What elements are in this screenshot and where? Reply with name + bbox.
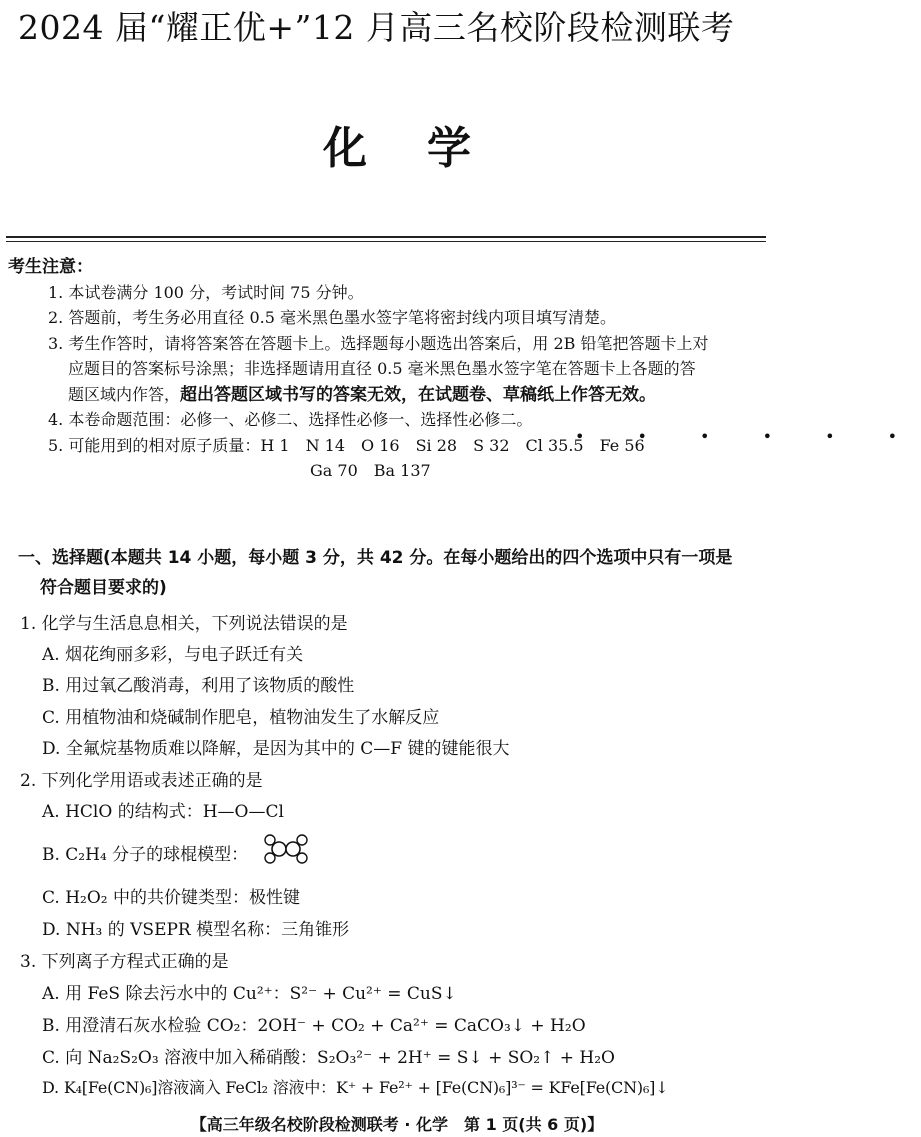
notice-item-3-cont2 [68,380,656,405]
question-3-option-b: B. 用澄清石灰水检验 CO₂：2OH⁻ + CO₂ + Ca²⁺ = CaCO₃↓ + H₂O [42,1016,586,1036]
emphasis-dots: • • • • • • [575,427,921,446]
question-1-option-d: D. 全氟烷基物质难以降解，是因为其中的 C—F 键的键能很大 [42,739,510,759]
exam-title: 2024 届“耀正优+”12 月高三名校阶段检测联考 [18,8,735,47]
page-footer: 【高三年级名校阶段检测联考 · 化学 第 1 页(共 6 页)】 [190,1115,604,1134]
question-1-stem: 1. 化学与生活息息相关，下列说法错误的是 [20,614,348,634]
section-heading-cont: 符合题目要求的) [40,578,167,598]
notice-item-5: 5. 可能用到的相对原子质量：H 1 N 14 O 16 Si 28 S 32 Cl 35.5 Fe 56 [48,436,645,455]
question-2-option-c: C. H₂O₂ 中的共价键类型：极性键 [42,888,301,908]
question-1-option-b: B. 用过氧乙酸消毒，利用了该物质的酸性 [42,676,355,696]
question-1-option-a: A. 烟花绚丽多彩，与电子跃迁有关 [42,645,304,665]
notice-item-4: 4. 本卷命题范围：必修一、必修二、选择性必修一、选择性必修二。 [48,410,533,429]
notice-item-2: 2. 答题前，考生务必用直径 0.5 毫米黑色墨水签字笔将密封线内项目填写清楚。 [48,308,616,327]
notice-item-3: 3. 考生作答时，请将答案答在答题卡上。选择题每小题选出答案后，用 2B 铅笔把答题卡上对 [48,334,709,353]
section-heading: 一、选择题(本题共 14 小题，每小题 3 分，共 42 分。在每小题给出的四个选项中只有一项是 [18,548,733,568]
notice-item-5-cont: Ga 70 Ba 137 [310,461,431,480]
subject-title: 化学 [323,123,531,174]
question-3-option-a: A. 用 FeS 除去污水中的 Cu²⁺：S²⁻ + Cu²⁺ = CuS↓ [42,984,457,1004]
question-3-option-c: C. 向 Na₂S₂O₃ 溶液中加入稀硝酸：S₂O₃²⁻ + 2H⁺ = S↓ + SO₂↑ + H₂O [42,1048,615,1068]
question-2-stem: 2. 下列化学用语或表述正确的是 [20,771,263,791]
notice-item-1: 1. 本试卷满分 100 分，考试时间 75 分钟。 [48,283,364,302]
notice-item-3-cont: 应题目的答案标号涂黑；非选择题请用直径 0.5 毫米黑色墨水签字笔在答题卡上各题的答 [68,359,696,378]
notice-item-3-plain: 题区域内作答， [68,385,181,404]
question-1-option-c: C. 用植物油和烧碱制作肥皂，植物油发生了水解反应 [42,708,440,728]
question-3-option-d: D. K₄[Fe(CN)₆]溶液滴入 FeCl₂ 溶液中：K⁺ + Fe²⁺ + [Fe(CN)₆]³⁻ = KFe[Fe(CN)₆]↓ [42,1078,669,1097]
question-2-option-d: D. NH₃ 的 VSEPR 模型名称：三角锥形 [42,920,350,940]
ball-and-stick-model-icon [262,834,310,864]
question-2-option-b: B. C₂H₄ 分子的球棍模型： [42,845,249,865]
notice-heading: 考生注意： [8,257,93,277]
notice-item-3-emphasis: 超出答题区域书写的答案无效，在试题卷、草稿纸上作答无效。 [180,385,657,405]
question-3-stem: 3. 下列离子方程式正确的是 [20,952,229,972]
divider-thick [6,236,766,238]
question-2-option-a: A. HClO 的结构式：H—O—Cl [42,802,284,822]
divider-thin [6,241,766,242]
